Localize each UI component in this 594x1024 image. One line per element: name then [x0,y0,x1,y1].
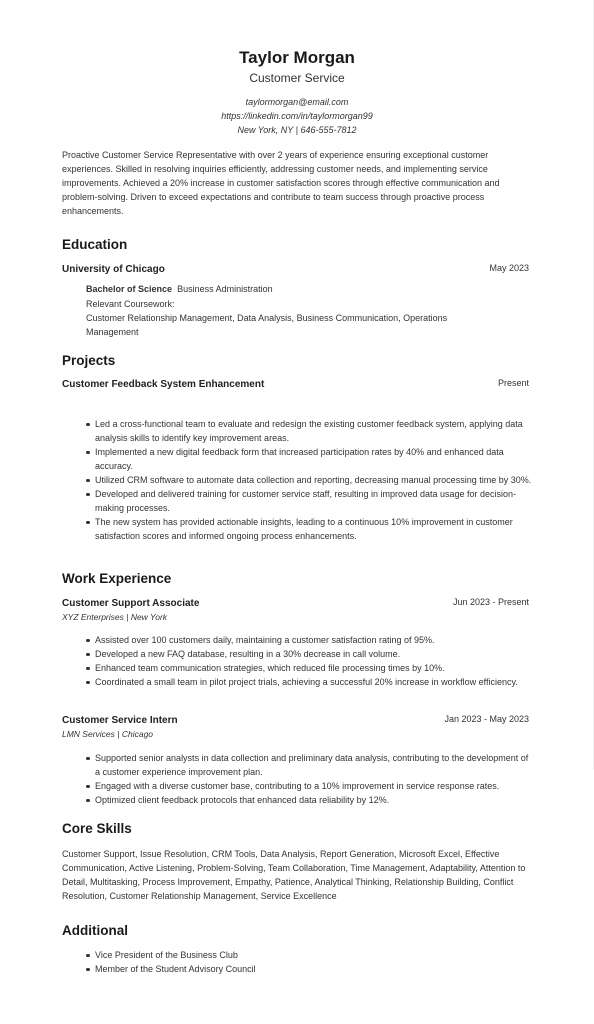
education-date: May 2023 [489,263,529,273]
list-item: Member of the Student Advisory Council [62,962,532,976]
job-title: Customer Support Associate [62,598,200,609]
list-item: Engaged with a diverse customer base, contributing to a 10% improvement in service response rates. [62,779,532,793]
job-company: LMN Services | Chicago [62,729,154,739]
section-heading-skills: Core Skills [62,821,132,836]
project-date: Present [497,378,529,388]
list-item: Led a cross-functional team to evaluate and redesign the existing customer feedback system, applying data analysis skills to identify key improvement areas. [62,417,532,445]
list-item: Optimized client feedback protocols that enhanced data reliability by 12%. [62,793,532,807]
list-item: Developed and delivered training for customer service staff, resulting in improved data usage for decision-making processes. [62,487,532,515]
project-title: Customer Feedback System Enhancement [62,379,265,390]
list-item: Developed a new FAQ database, resulting in a 30% decrease in call volume. [62,647,532,661]
section-heading-experience: Work Experience [62,571,172,586]
resume-header [0,48,594,137]
section-heading-projects: Projects [62,353,116,368]
coursework-label: Relevant Coursework: [86,299,175,309]
job-bullets [62,633,532,689]
list-item: Implemented a new digital feedback form that increased participation rates by 40% and enhanced data accuracy. [62,445,532,473]
education-school: University of Chicago [62,264,165,275]
candidate-name: Taylor Morgan [239,48,355,67]
list-item: Utilized CRM software to automate data collection and reporting, decreasing manual processing time by 30%. [62,473,532,487]
linkedin-link[interactable]: https://linkedin.com/in/taylormorgan99 [221,111,373,121]
list-item: Supported senior analysts in data collection and preliminary data analysis, contributing to the development of a customer experience improvement plan. [62,751,532,779]
list-item: Coordinated a small team in pilot project trials, achieving a successful 20% increase in workflow efficiency. [62,675,532,689]
contact-info [0,95,594,137]
job-company: XYZ Enterprises | New York [62,612,168,622]
degree-line [86,282,486,296]
list-item: Vice President of the Business Club [62,948,532,962]
list-item: The new system has provided actionable insights, leading to a continuous 10% improvement in customer satisfaction scores and informed ongoing process enhancements. [62,515,532,543]
job-title: Customer Service Intern [62,715,178,726]
email-link[interactable]: taylormorgan@email.com [245,97,349,107]
additional-bullets [62,948,532,976]
section-heading-additional: Additional [62,923,128,938]
professional-summary: Proactive Customer Service Representative with over 2 years of experience ensuring exceptional customer experiences. Skilled in resolving inquiries efficiently, addressing customer needs, and implementing service improvements. Achieved a 20% increase in customer satisfaction scores through effective communication and problem-solving. Driven to exceed expectations and contribute to team success through proactive process enhancements. [62,150,500,216]
location-phone: New York, NY | 646-555-7812 [237,125,357,135]
section-heading-education: Education [62,237,128,252]
degree-major: Business Administration [177,284,273,294]
list-item: Assisted over 100 customers daily, maintaining a customer satisfaction rating of 95%. [62,633,532,647]
job-bullets [62,751,532,807]
degree-name: Bachelor of Science [86,284,173,294]
coursework-list: Customer Relationship Management, Data Analysis, Business Communication, Operations Management [86,313,448,337]
candidate-title: Customer Service [249,71,345,85]
project-bullets [62,417,532,543]
list-item: Enhanced team communication strategies, which reduced file processing times by 10%. [62,661,532,675]
skills-list: Customer Support, Issue Resolution, CRM Tools, Data Analysis, Report Generation, Microsoft Excel, Effective Communication, Active Listening, Problem-Solving, Team Collaboration, Time Management, Adaptability, Attention to Detail, Multitasking, Process Improvement, Empathy, Patience, Analytical Thinking, Relationship Building, Conflict Resolution, Customer Relationship Management, Service Excellence [62,849,526,901]
job-date: Jan 2023 - May 2023 [444,714,529,724]
job-date: Jun 2023 - Present [452,597,529,607]
